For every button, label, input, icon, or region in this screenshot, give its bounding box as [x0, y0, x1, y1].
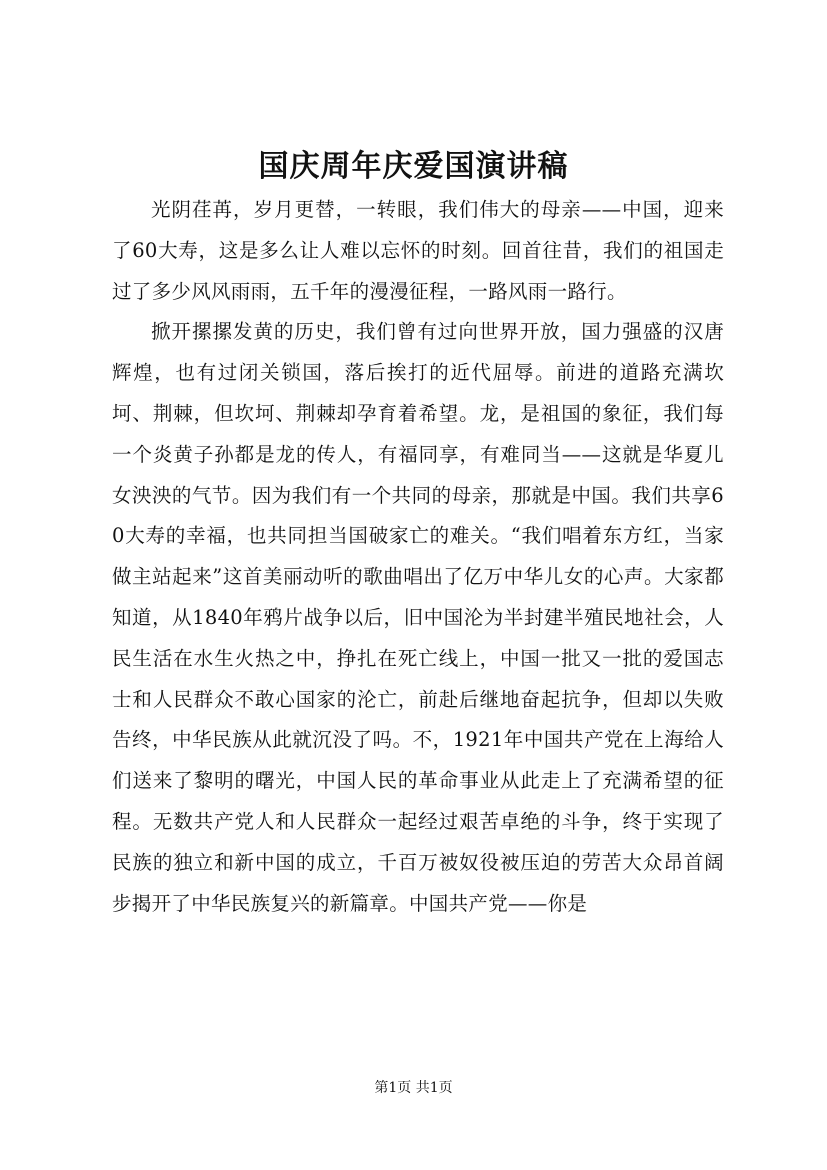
- document-body: [112, 190, 724, 924]
- page-footer: 第1页 共1页: [374, 1080, 453, 1096]
- page-title: 国庆周年庆爱国演讲稿: [258, 149, 569, 184]
- paragraph-1: 光阴荏苒，岁月更替，一转眼，我们伟大的母亲——中国，迎来了60大寿，这是多么让人难以忘怀的时刻。回首往昔，我们的祖国走过了多少风风雨雨，五千年的漫漫征程，一路风雨一路行。: [112, 198, 724, 303]
- paragraph-2: 掀开摞摞发黄的历史，我们曾有过向世界开放，国力强盛的汉唐辉煌，也有过闭关锁国，落后挨打的近代屈辱。前进的道路充满坎坷、荆棘，但坎坷、荆棘却孕育着希望。龙，是祖国的象征，我们每一个炎黄子孙都是龙的传人，有福同享，有难同当——这就是华夏儿女泱泱的气节。因为我们有一个共同的母亲，那就是中国。我们共享60大寿的幸福，也共同担当国破家亡的难关。“我们唱着东方红，当家做主站起来”这首美丽动听的歌曲唱出了亿万中华儿女的心声。大家都知道，从1840年鸦片战争以后，旧中国沦为半封建半殖民地社会，人民生活在水生火热之中，挣扎在死亡线上，中国一批又一批的爱国志士和人民群众不敢心国家的沦亡，前赴后继地奋起抗争，但却以失败告终，中华民族从此就沉没了吗。不，1921年中国共产党在上海给人们送来了黎明的曙光，中国人民的革命事业从此走上了充满希望的征程。无数共产党人和人民群众一起经过艰苦卓绝的斗争，终于实现了民族的独立和新中国的成立，千百万被奴役被压迫的劳苦大众昂首阔步揭开了中华民族复兴的新篇章。中国共产党——你是: [112, 320, 724, 915]
